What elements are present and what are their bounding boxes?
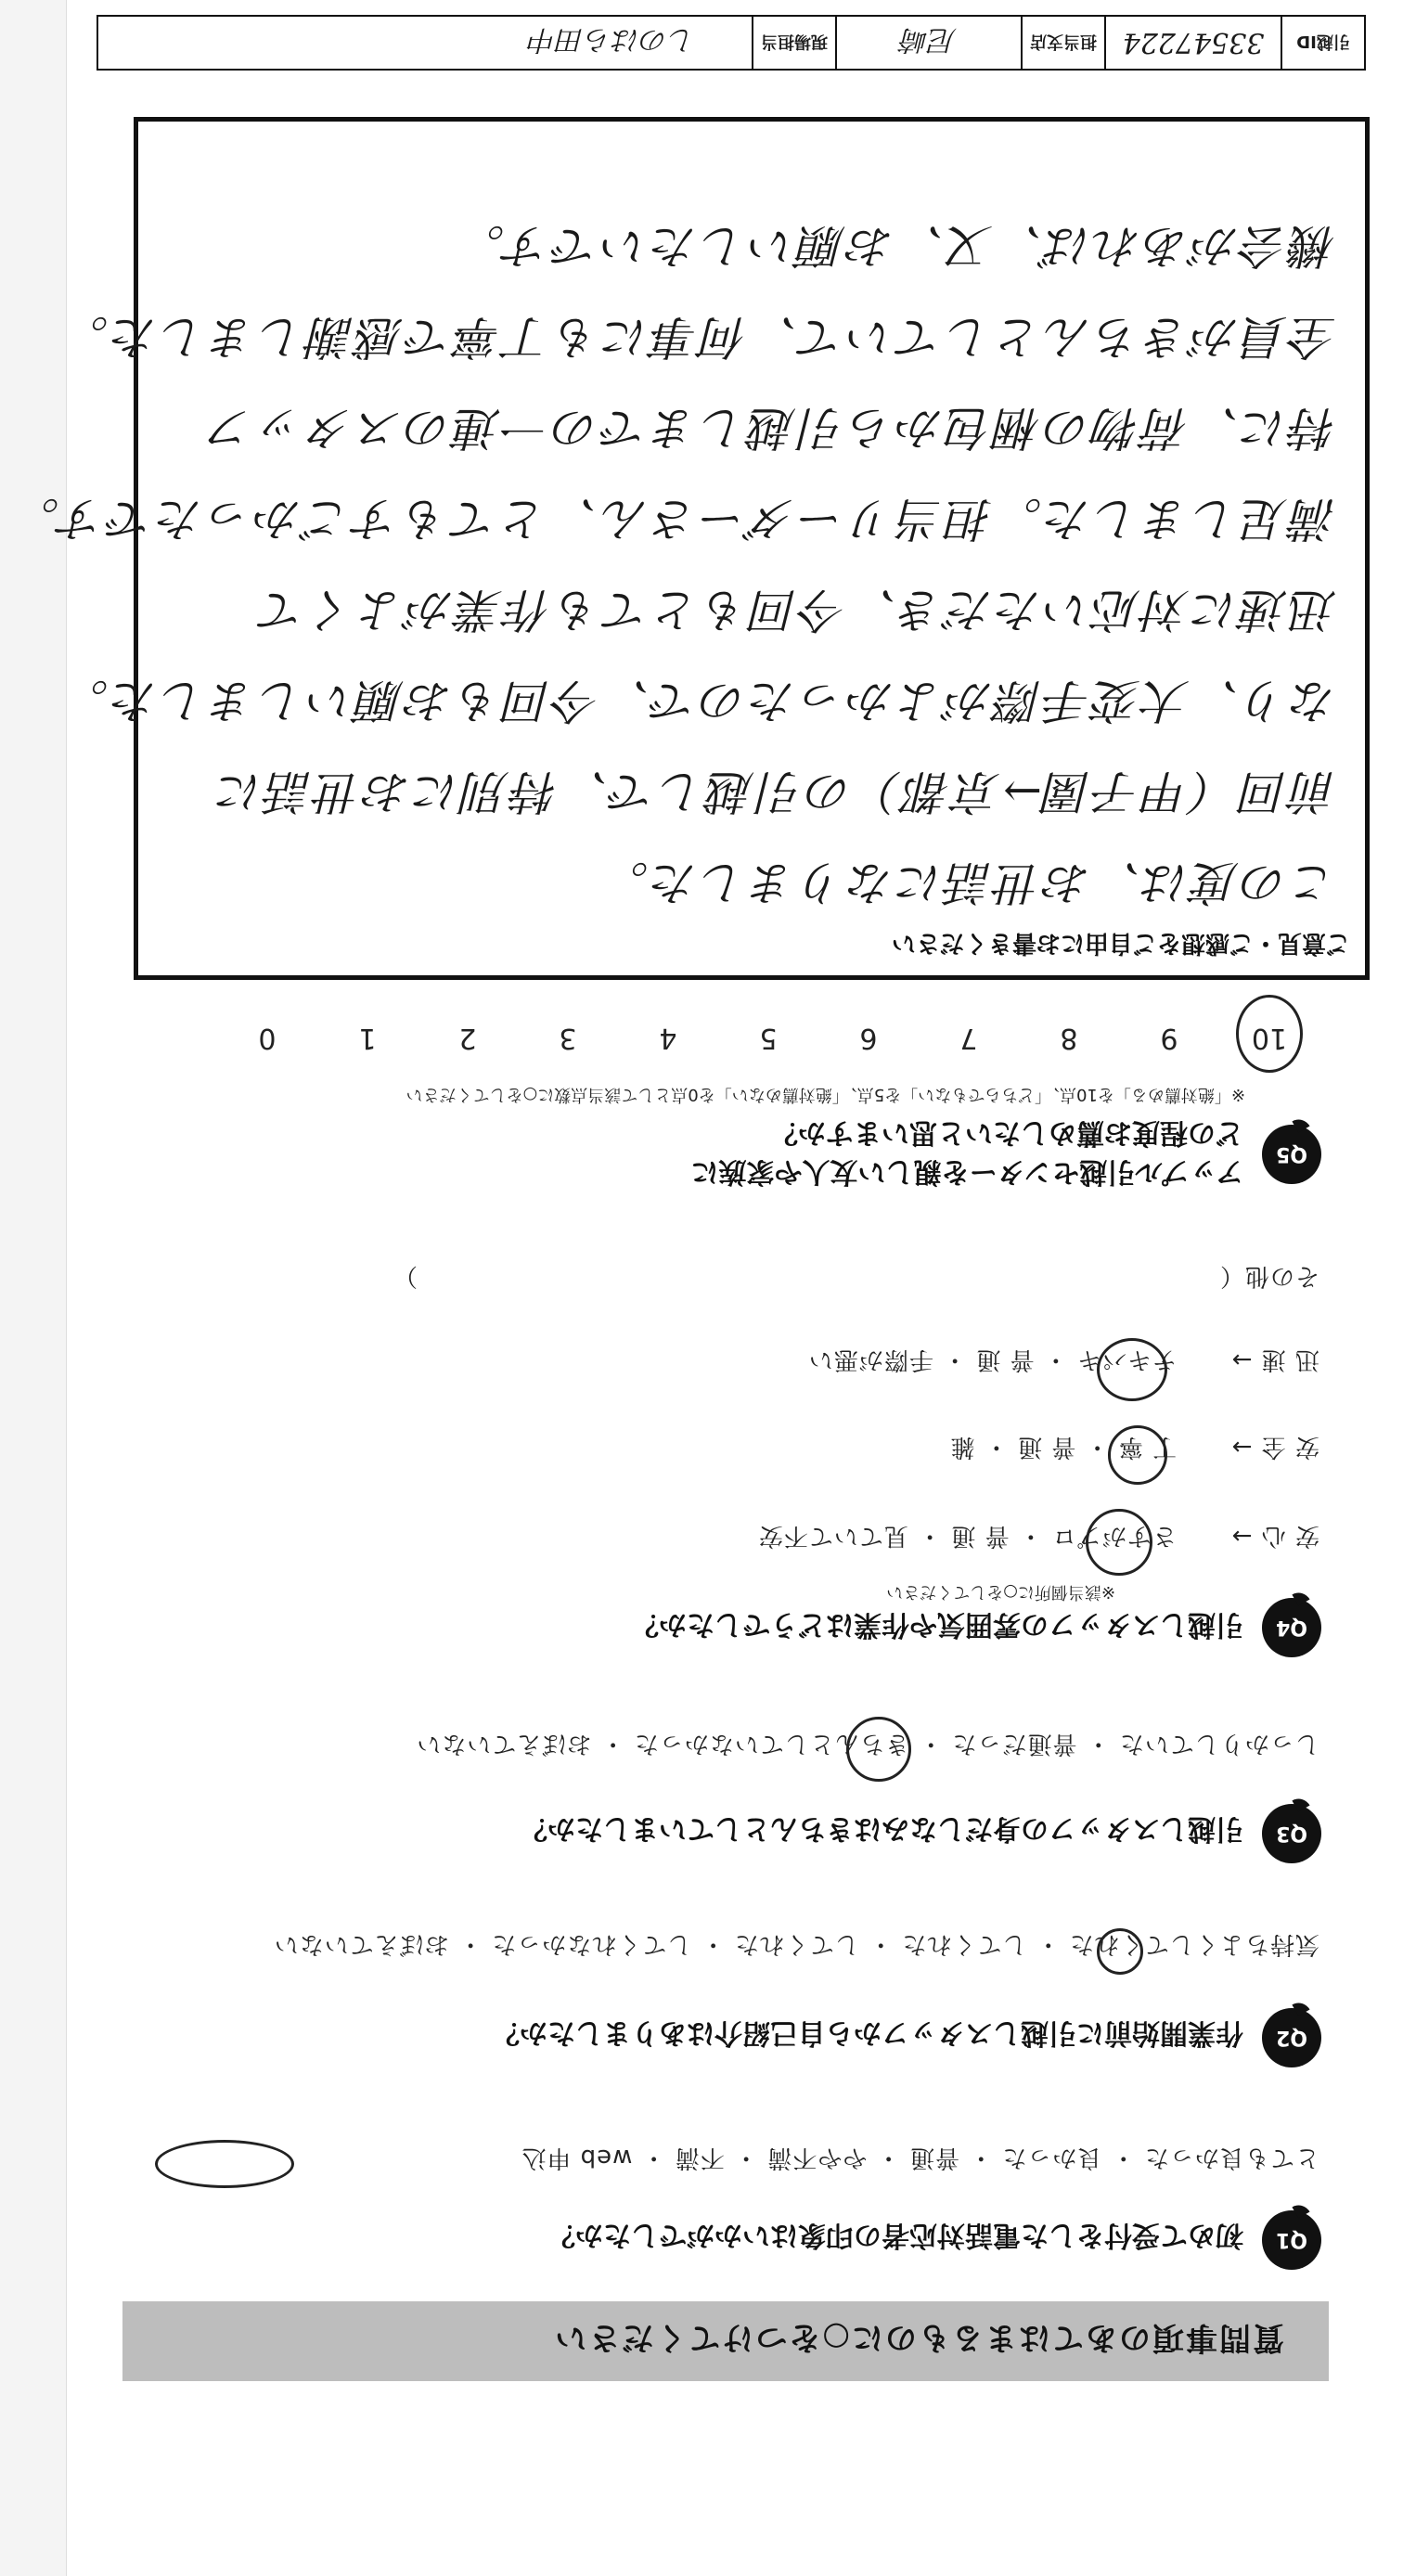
id-label: 引越ID (1281, 17, 1364, 69)
q3-selection-circle (846, 1717, 911, 1782)
q5-score-1[interactable]: 1 (358, 1022, 377, 1054)
q5-scale[interactable] (217, 1022, 1319, 1054)
q5-score-9[interactable]: 9 (1160, 1022, 1178, 1054)
q2-options[interactable]: 気持ちよくしてくれた ・ してくれた ・ してくれた ・ してくれなかった ・ おぼえていない (273, 1930, 1319, 1958)
q5-badge: Q5 (1262, 1125, 1321, 1184)
q5-score-6[interactable]: 6 (859, 1022, 878, 1054)
q1-selection-circle (155, 2140, 294, 2188)
q4-row-options[interactable]: テキパキ ・ 普 通 ・ 手際が悪い (807, 1346, 1178, 1373)
q4-row-label: 迅 速 → (1230, 1346, 1319, 1373)
id-value: 33547224 (1104, 17, 1281, 69)
q4-other[interactable]: その他（ ） (392, 1262, 1319, 1290)
q1-question: 初めて受付をした電話対応者の印象はいかがでしたか？ (547, 2219, 1243, 2251)
q4-note: ※該当個所に○をしてください (886, 1582, 1115, 1602)
staff-value: しのはら田中 (529, 23, 696, 56)
q1-options[interactable]: とても良かった ・ 良かった ・ 普通 ・ やや不満 ・ 不満 ・ web 申込 (521, 2144, 1319, 2171)
comment-line-7: 全員がきちんとしていて、何事にも丁寧で感謝しました。 (59, 310, 1337, 364)
comment-line-8: 機会があれば、又、お願いしたいです。 (456, 219, 1337, 273)
scan-edge (0, 0, 67, 2576)
q2-selection-mark (1097, 1928, 1143, 1975)
q4-badge: Q4 (1262, 1598, 1321, 1657)
staff-label: 現場担当 (752, 17, 835, 69)
q4-row-options[interactable]: さすがプロ ・ 普 通 ・ 見ていて不安 (757, 1522, 1178, 1550)
comment-line-2: 前回（甲子園→京都）の引越しで、特別にお世話に (214, 765, 1337, 818)
comment-heading: ご意見・ご感想をご自由にお書きください (891, 929, 1350, 957)
q5-selection-circle (1236, 995, 1303, 1073)
branch-value: 尼崎 (835, 17, 1021, 69)
q4-question: 引越しスタッフの雰囲気や作業はどうでしたか？ (631, 1608, 1243, 1641)
q4-row-label: 安 全 → (1230, 1433, 1319, 1461)
q1-badge: Q1 (1262, 2210, 1321, 2270)
q4-row-anshin[interactable] (758, 1521, 1319, 1555)
q5-score-0[interactable]: 0 (258, 1022, 277, 1054)
q3-question: 引越しスタッフの身だしなみはきちんとしていましたか？ (520, 1812, 1243, 1845)
instruction-banner (122, 2301, 1329, 2381)
comment-box[interactable] (10, 117, 1370, 980)
q3-badge: Q3 (1262, 1804, 1321, 1863)
comment-line-5: 満足しました。担当リーダーさん、とてもすごかったです。 (10, 492, 1337, 546)
q4-row-options[interactable]: 丁 寧 ・ 普 通 ・ 雑 (949, 1433, 1178, 1461)
q4-row-label: 安 心 → (1230, 1522, 1319, 1550)
q5-question-line2: どの程度お薦めしたいと思いますか？ (770, 1116, 1243, 1149)
q5-score-2[interactable]: 2 (458, 1022, 477, 1054)
q5-score-8[interactable]: 8 (1060, 1022, 1078, 1054)
q4-jinsoku-circle (1097, 1338, 1167, 1401)
comment-line-3: なり、大変手際がよかったので、今回もお願いしました。 (59, 674, 1337, 728)
q5-note: ※「絶対薦める」を10点、「どちらでもない」を5点、「絶対薦めない」を0点として該当点数に○をしてください (405, 1085, 1245, 1104)
q3-options[interactable]: しっかりしていた ・ 普通だった ・ きちんとしていなかった ・ おぼえていない (416, 1730, 1319, 1758)
q5-score-10[interactable]: 10 (1251, 1022, 1288, 1054)
branch-label: 担当支店 (1021, 17, 1104, 69)
id-table (97, 15, 1366, 71)
q2-badge: Q2 (1262, 2008, 1321, 2067)
q5-score-5[interactable]: 5 (759, 1022, 778, 1054)
banner-text: 質問事項のあてはまるものに○をつけてください (553, 2319, 1284, 2357)
comment-line-6: 特に、荷物の梱包から引越しまでの一連のスタッフ (206, 401, 1337, 455)
q4-anzen-circle (1108, 1425, 1167, 1485)
comment-line-4: 迅速に対応いただき、今回もとても作業がよくて (257, 583, 1337, 637)
q4-row-jinsoku[interactable] (808, 1345, 1319, 1379)
q4-anshin-circle (1086, 1509, 1152, 1576)
q5-question-line1: アップル引越センターを親しい友人や家族に (690, 1155, 1243, 1188)
comment-line-1: この度は、お世話になりました。 (599, 856, 1337, 909)
q5-score-3[interactable]: 3 (559, 1022, 577, 1054)
q5-score-4[interactable]: 4 (659, 1022, 677, 1054)
q5-score-7[interactable]: 7 (959, 1022, 978, 1054)
q2-question: 作業開始前に引越しスタッフから自己紹介はありましたか？ (492, 2016, 1243, 2049)
